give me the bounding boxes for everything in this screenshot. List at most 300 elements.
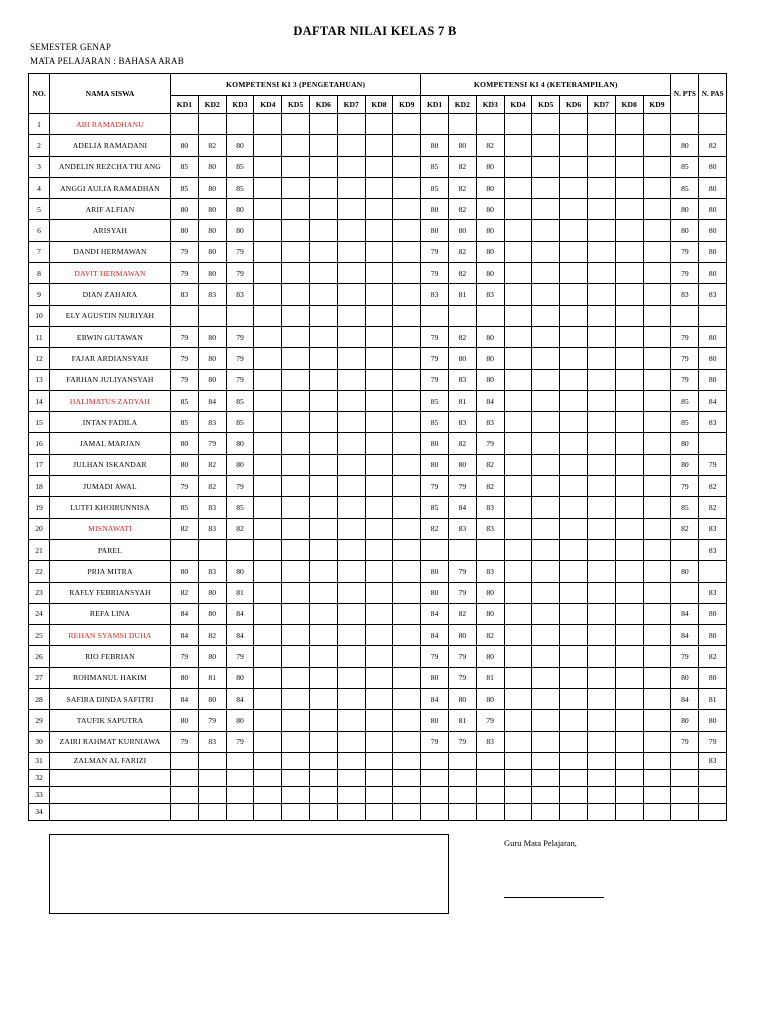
table-row [29, 433, 727, 454]
ki4-kd5-cell [532, 561, 560, 582]
ki3-kd2-cell [198, 114, 226, 135]
ki4-kd1-cell: 80 [421, 667, 449, 688]
ki4-kd3-cell: 84 [476, 390, 504, 411]
ki3-kd4-cell [254, 646, 282, 667]
ki4-kd6-cell [560, 539, 588, 560]
ki3-kd7-cell [337, 390, 365, 411]
ki4-kd9-cell [643, 582, 671, 603]
ki4-kd8-cell [615, 667, 643, 688]
row-number: 29 [29, 710, 50, 731]
ki3-kd8-cell [365, 539, 393, 560]
pts-cell [671, 752, 699, 769]
kd-header: KD2 [448, 96, 476, 114]
ki3-kd6-cell [309, 667, 337, 688]
ki3-kd6-cell [309, 803, 337, 820]
ki4-kd1-cell: 85 [421, 390, 449, 411]
ki4-kd5-cell [532, 263, 560, 284]
ki3-kd4-cell [254, 497, 282, 518]
ki4-kd6-cell [560, 786, 588, 803]
table-row [29, 786, 727, 803]
row-number: 1 [29, 114, 50, 135]
ki4-kd3-cell: 80 [476, 241, 504, 262]
ki3-kd4-cell [254, 752, 282, 769]
ki3-kd3-cell: 79 [226, 731, 254, 752]
row-number: 20 [29, 518, 50, 539]
ki3-kd9-cell [393, 326, 421, 347]
ki3-kd1-cell [171, 769, 199, 786]
ki4-kd9-cell [643, 603, 671, 624]
ki3-kd5-cell [282, 454, 310, 475]
ki3-kd9-cell [393, 454, 421, 475]
ki3-kd3-cell: 79 [226, 646, 254, 667]
pts-cell: 82 [671, 518, 699, 539]
ki4-kd2-cell: 80 [448, 348, 476, 369]
ki4-kd9-cell [643, 263, 671, 284]
header-pts: N. PTS [671, 74, 699, 114]
ki4-kd5-cell [532, 348, 560, 369]
ki4-kd4-cell [504, 369, 532, 390]
ki3-kd2-cell [198, 786, 226, 803]
ki4-kd1-cell: 79 [421, 476, 449, 497]
ki3-kd5-cell [282, 667, 310, 688]
pas-cell: 82 [699, 497, 727, 518]
ki4-kd6-cell [560, 603, 588, 624]
ki4-kd3-cell: 83 [476, 412, 504, 433]
pas-cell: 80 [699, 220, 727, 241]
ki4-kd3-cell [476, 803, 504, 820]
student-name: REFA LINA [50, 603, 171, 624]
ki3-kd8-cell [365, 135, 393, 156]
ki3-kd5-cell [282, 752, 310, 769]
pas-cell [699, 561, 727, 582]
row-number: 5 [29, 199, 50, 220]
ki3-kd7-cell [337, 199, 365, 220]
ki4-kd1-cell: 80 [421, 582, 449, 603]
ki4-kd2-cell: 82 [448, 326, 476, 347]
ki4-kd4-cell [504, 177, 532, 198]
ki3-kd2-cell: 83 [198, 412, 226, 433]
ki4-kd2-cell: 79 [448, 646, 476, 667]
pas-cell: 80 [699, 710, 727, 731]
ki3-kd3-cell: 80 [226, 561, 254, 582]
row-number: 32 [29, 769, 50, 786]
ki3-kd1-cell: 80 [171, 454, 199, 475]
kd-header: KD1 [421, 96, 449, 114]
pas-cell: 80 [699, 263, 727, 284]
ki3-kd9-cell [393, 412, 421, 433]
ki3-kd6-cell [309, 689, 337, 710]
ki4-kd8-cell [615, 497, 643, 518]
ki3-kd3-cell [226, 769, 254, 786]
ki4-kd3-cell: 80 [476, 156, 504, 177]
ki3-kd9-cell [393, 561, 421, 582]
ki4-kd6-cell [560, 369, 588, 390]
semester-label: SEMESTER GENAP [30, 42, 112, 52]
ki3-kd6-cell [309, 710, 337, 731]
student-name: ZALMAN AL FARIZI [50, 752, 171, 769]
ki3-kd9-cell [393, 752, 421, 769]
ki4-kd8-cell [615, 476, 643, 497]
student-name [50, 803, 171, 820]
table-row [29, 199, 727, 220]
ki3-kd6-cell [309, 326, 337, 347]
ki3-kd2-cell: 83 [198, 518, 226, 539]
ki4-kd2-cell: 82 [448, 433, 476, 454]
pas-cell: 82 [699, 646, 727, 667]
ki4-kd6-cell [560, 769, 588, 786]
ki4-kd4-cell [504, 284, 532, 305]
ki3-kd3-cell: 79 [226, 348, 254, 369]
ki4-kd9-cell [643, 646, 671, 667]
ki3-kd5-cell [282, 135, 310, 156]
ki3-kd9-cell [393, 689, 421, 710]
pas-cell: 80 [699, 625, 727, 646]
ki3-kd5-cell [282, 803, 310, 820]
ki3-kd3-cell: 80 [226, 433, 254, 454]
pas-cell: 79 [699, 454, 727, 475]
pas-cell [699, 786, 727, 803]
table-row [29, 646, 727, 667]
ki3-kd9-cell [393, 348, 421, 369]
ki4-kd2-cell: 82 [448, 199, 476, 220]
ki4-kd3-cell: 81 [476, 667, 504, 688]
ki3-kd1-cell [171, 786, 199, 803]
ki3-kd3-cell: 85 [226, 497, 254, 518]
pts-cell: 80 [671, 561, 699, 582]
ki4-kd5-cell [532, 518, 560, 539]
student-name: INTAN FADILA [50, 412, 171, 433]
ki4-kd2-cell: 79 [448, 582, 476, 603]
ki4-kd6-cell [560, 412, 588, 433]
ki3-kd6-cell [309, 769, 337, 786]
ki3-kd6-cell [309, 199, 337, 220]
ki4-kd5-cell [532, 625, 560, 646]
student-name: PAREL [50, 539, 171, 560]
row-number: 34 [29, 803, 50, 820]
ki4-kd8-cell [615, 646, 643, 667]
ki3-kd8-cell [365, 786, 393, 803]
ki4-kd7-cell [587, 433, 615, 454]
ki3-kd2-cell: 80 [198, 603, 226, 624]
ki4-kd8-cell [615, 786, 643, 803]
ki3-kd1-cell [171, 305, 199, 326]
ki3-kd9-cell [393, 803, 421, 820]
ki3-kd4-cell [254, 803, 282, 820]
ki3-kd3-cell: 80 [226, 454, 254, 475]
ki4-kd5-cell [532, 667, 560, 688]
ki3-kd9-cell [393, 135, 421, 156]
ki4-kd4-cell [504, 412, 532, 433]
ki3-kd7-cell [337, 114, 365, 135]
ki4-kd7-cell [587, 284, 615, 305]
ki3-kd8-cell [365, 199, 393, 220]
kd-header: KD2 [198, 96, 226, 114]
ki4-kd5-cell [532, 241, 560, 262]
ki4-kd9-cell [643, 689, 671, 710]
ki3-kd6-cell [309, 752, 337, 769]
ki3-kd6-cell [309, 348, 337, 369]
ki3-kd1-cell: 80 [171, 710, 199, 731]
ki3-kd1-cell: 80 [171, 135, 199, 156]
row-number: 3 [29, 156, 50, 177]
ki3-kd7-cell [337, 752, 365, 769]
ki3-kd4-cell [254, 135, 282, 156]
table-row [29, 114, 727, 135]
ki4-kd3-cell: 80 [476, 582, 504, 603]
ki3-kd1-cell: 79 [171, 646, 199, 667]
ki4-kd9-cell [643, 135, 671, 156]
pts-cell: 79 [671, 476, 699, 497]
ki3-kd4-cell [254, 284, 282, 305]
ki4-kd8-cell [615, 220, 643, 241]
ki4-kd9-cell [643, 667, 671, 688]
ki3-kd7-cell [337, 284, 365, 305]
ki4-kd2-cell: 82 [448, 177, 476, 198]
ki4-kd9-cell [643, 433, 671, 454]
row-number: 23 [29, 582, 50, 603]
ki4-kd5-cell [532, 710, 560, 731]
ki4-kd7-cell [587, 625, 615, 646]
ki4-kd9-cell [643, 156, 671, 177]
ki4-kd5-cell [532, 284, 560, 305]
ki4-kd8-cell [615, 369, 643, 390]
ki3-kd1-cell: 84 [171, 689, 199, 710]
ki4-kd2-cell: 79 [448, 476, 476, 497]
row-number: 16 [29, 433, 50, 454]
ki3-kd8-cell [365, 263, 393, 284]
ki3-kd3-cell [226, 114, 254, 135]
ki3-kd5-cell [282, 497, 310, 518]
ki3-kd7-cell [337, 241, 365, 262]
ki3-kd5-cell [282, 412, 310, 433]
ki3-kd3-cell [226, 752, 254, 769]
ki3-kd1-cell: 82 [171, 582, 199, 603]
student-name: FARHAN JULIYANSYAH [50, 369, 171, 390]
ki3-kd4-cell [254, 561, 282, 582]
kd-header: KD4 [254, 96, 282, 114]
ki3-kd7-cell [337, 769, 365, 786]
ki4-kd1-cell [421, 114, 449, 135]
ki4-kd8-cell [615, 518, 643, 539]
pts-cell: 79 [671, 646, 699, 667]
ki4-kd2-cell: 81 [448, 390, 476, 411]
row-number: 8 [29, 263, 50, 284]
ki4-kd6-cell [560, 561, 588, 582]
ki4-kd5-cell [532, 369, 560, 390]
header-ki3: KOMPETENSI KI 3 (PENGETAHUAN) [171, 74, 421, 96]
ki4-kd6-cell [560, 731, 588, 752]
ki3-kd1-cell: 84 [171, 625, 199, 646]
ki3-kd6-cell [309, 731, 337, 752]
ki3-kd9-cell [393, 476, 421, 497]
ki3-kd2-cell: 83 [198, 284, 226, 305]
ki4-kd3-cell: 82 [476, 476, 504, 497]
student-name: ABI RAMADHANU [50, 114, 171, 135]
ki4-kd9-cell [643, 305, 671, 326]
ki4-kd8-cell [615, 433, 643, 454]
ki4-kd3-cell: 80 [476, 689, 504, 710]
ki4-kd1-cell: 80 [421, 454, 449, 475]
ki3-kd3-cell: 85 [226, 390, 254, 411]
ki3-kd8-cell [365, 518, 393, 539]
ki4-kd1-cell: 79 [421, 369, 449, 390]
ki3-kd4-cell [254, 390, 282, 411]
ki4-kd4-cell [504, 497, 532, 518]
ki4-kd2-cell: 80 [448, 135, 476, 156]
ki4-kd6-cell [560, 156, 588, 177]
pts-cell: 84 [671, 603, 699, 624]
ki4-kd4-cell [504, 803, 532, 820]
ki4-kd1-cell: 85 [421, 156, 449, 177]
ki4-kd3-cell: 80 [476, 369, 504, 390]
subject-label: MATA PELAJARAN : BAHASA ARAB [30, 56, 184, 66]
ki4-kd4-cell [504, 667, 532, 688]
ki3-kd8-cell [365, 305, 393, 326]
ki3-kd4-cell [254, 625, 282, 646]
ki3-kd6-cell [309, 284, 337, 305]
ki4-kd1-cell: 82 [421, 518, 449, 539]
ki3-kd9-cell [393, 390, 421, 411]
ki3-kd2-cell: 82 [198, 135, 226, 156]
ki4-kd4-cell [504, 199, 532, 220]
ki3-kd2-cell [198, 803, 226, 820]
ki4-kd9-cell [643, 369, 671, 390]
ki4-kd4-cell [504, 305, 532, 326]
ki3-kd5-cell [282, 518, 310, 539]
ki3-kd4-cell [254, 518, 282, 539]
kd-header: KD8 [615, 96, 643, 114]
pas-cell: 83 [699, 412, 727, 433]
ki4-kd5-cell [532, 476, 560, 497]
ki3-kd9-cell [393, 786, 421, 803]
ki3-kd9-cell [393, 646, 421, 667]
ki3-kd1-cell: 84 [171, 603, 199, 624]
ki4-kd6-cell [560, 497, 588, 518]
pts-cell: 85 [671, 412, 699, 433]
ki4-kd4-cell [504, 731, 532, 752]
ki4-kd6-cell [560, 667, 588, 688]
ki3-kd4-cell [254, 348, 282, 369]
ki3-kd8-cell [365, 582, 393, 603]
ki3-kd7-cell [337, 786, 365, 803]
table-row [29, 241, 727, 262]
ki3-kd2-cell: 80 [198, 156, 226, 177]
student-name: LUTFI KHOIRUNNISA [50, 497, 171, 518]
ki4-kd7-cell [587, 220, 615, 241]
ki4-kd3-cell [476, 539, 504, 560]
ki3-kd2-cell [198, 539, 226, 560]
ki4-kd5-cell [532, 454, 560, 475]
pts-cell: 79 [671, 731, 699, 752]
ki4-kd2-cell: 82 [448, 603, 476, 624]
ki3-kd3-cell: 79 [226, 263, 254, 284]
ki4-kd2-cell: 82 [448, 241, 476, 262]
ki3-kd9-cell [393, 625, 421, 646]
ki4-kd8-cell [615, 710, 643, 731]
ki3-kd7-cell [337, 305, 365, 326]
table-row [29, 135, 727, 156]
ki4-kd8-cell [615, 114, 643, 135]
ki3-kd2-cell: 80 [198, 220, 226, 241]
ki4-kd3-cell: 80 [476, 263, 504, 284]
ki3-kd2-cell: 80 [198, 241, 226, 262]
ki4-kd9-cell [643, 114, 671, 135]
ki3-kd5-cell [282, 263, 310, 284]
ki4-kd9-cell [643, 803, 671, 820]
ki4-kd5-cell [532, 433, 560, 454]
ki4-kd6-cell [560, 433, 588, 454]
ki4-kd3-cell: 80 [476, 326, 504, 347]
ki4-kd8-cell [615, 177, 643, 198]
pas-cell: 80 [699, 199, 727, 220]
ki3-kd8-cell [365, 433, 393, 454]
table-row [29, 476, 727, 497]
ki4-kd3-cell: 83 [476, 731, 504, 752]
ki4-kd5-cell [532, 497, 560, 518]
ki3-kd4-cell [254, 603, 282, 624]
row-number: 26 [29, 646, 50, 667]
pts-cell [671, 786, 699, 803]
ki4-kd2-cell [448, 305, 476, 326]
ki3-kd5-cell [282, 603, 310, 624]
ki4-kd7-cell [587, 710, 615, 731]
row-number: 28 [29, 689, 50, 710]
ki3-kd1-cell: 85 [171, 177, 199, 198]
ki3-kd9-cell [393, 731, 421, 752]
ki3-kd2-cell: 80 [198, 199, 226, 220]
ki4-kd8-cell [615, 263, 643, 284]
ki4-kd9-cell [643, 561, 671, 582]
ki4-kd1-cell [421, 769, 449, 786]
ki3-kd8-cell [365, 326, 393, 347]
ki3-kd1-cell [171, 114, 199, 135]
ki3-kd1-cell [171, 539, 199, 560]
ki3-kd4-cell [254, 454, 282, 475]
table-row [29, 369, 727, 390]
ki4-kd2-cell: 83 [448, 412, 476, 433]
ki4-kd4-cell [504, 348, 532, 369]
ki4-kd4-cell [504, 476, 532, 497]
ki4-kd1-cell: 85 [421, 177, 449, 198]
ki3-kd5-cell [282, 561, 310, 582]
ki4-kd5-cell [532, 539, 560, 560]
pts-cell: 79 [671, 326, 699, 347]
ki4-kd8-cell [615, 284, 643, 305]
ki3-kd6-cell [309, 603, 337, 624]
ki4-kd4-cell [504, 263, 532, 284]
table-row [29, 390, 727, 411]
ki3-kd6-cell [309, 114, 337, 135]
pas-cell: 80 [699, 603, 727, 624]
ki3-kd1-cell [171, 752, 199, 769]
ki4-kd7-cell [587, 786, 615, 803]
ki3-kd7-cell [337, 454, 365, 475]
pts-cell: 85 [671, 177, 699, 198]
ki4-kd8-cell [615, 582, 643, 603]
ki4-kd8-cell [615, 769, 643, 786]
ki3-kd4-cell [254, 369, 282, 390]
ki4-kd2-cell: 80 [448, 220, 476, 241]
ki3-kd2-cell: 80 [198, 326, 226, 347]
table-row [29, 412, 727, 433]
ki4-kd5-cell [532, 689, 560, 710]
ki4-kd5-cell [532, 220, 560, 241]
pas-cell: 80 [699, 177, 727, 198]
ki3-kd2-cell: 80 [198, 646, 226, 667]
pts-cell: 80 [671, 433, 699, 454]
ki4-kd3-cell: 79 [476, 433, 504, 454]
ki3-kd4-cell [254, 476, 282, 497]
